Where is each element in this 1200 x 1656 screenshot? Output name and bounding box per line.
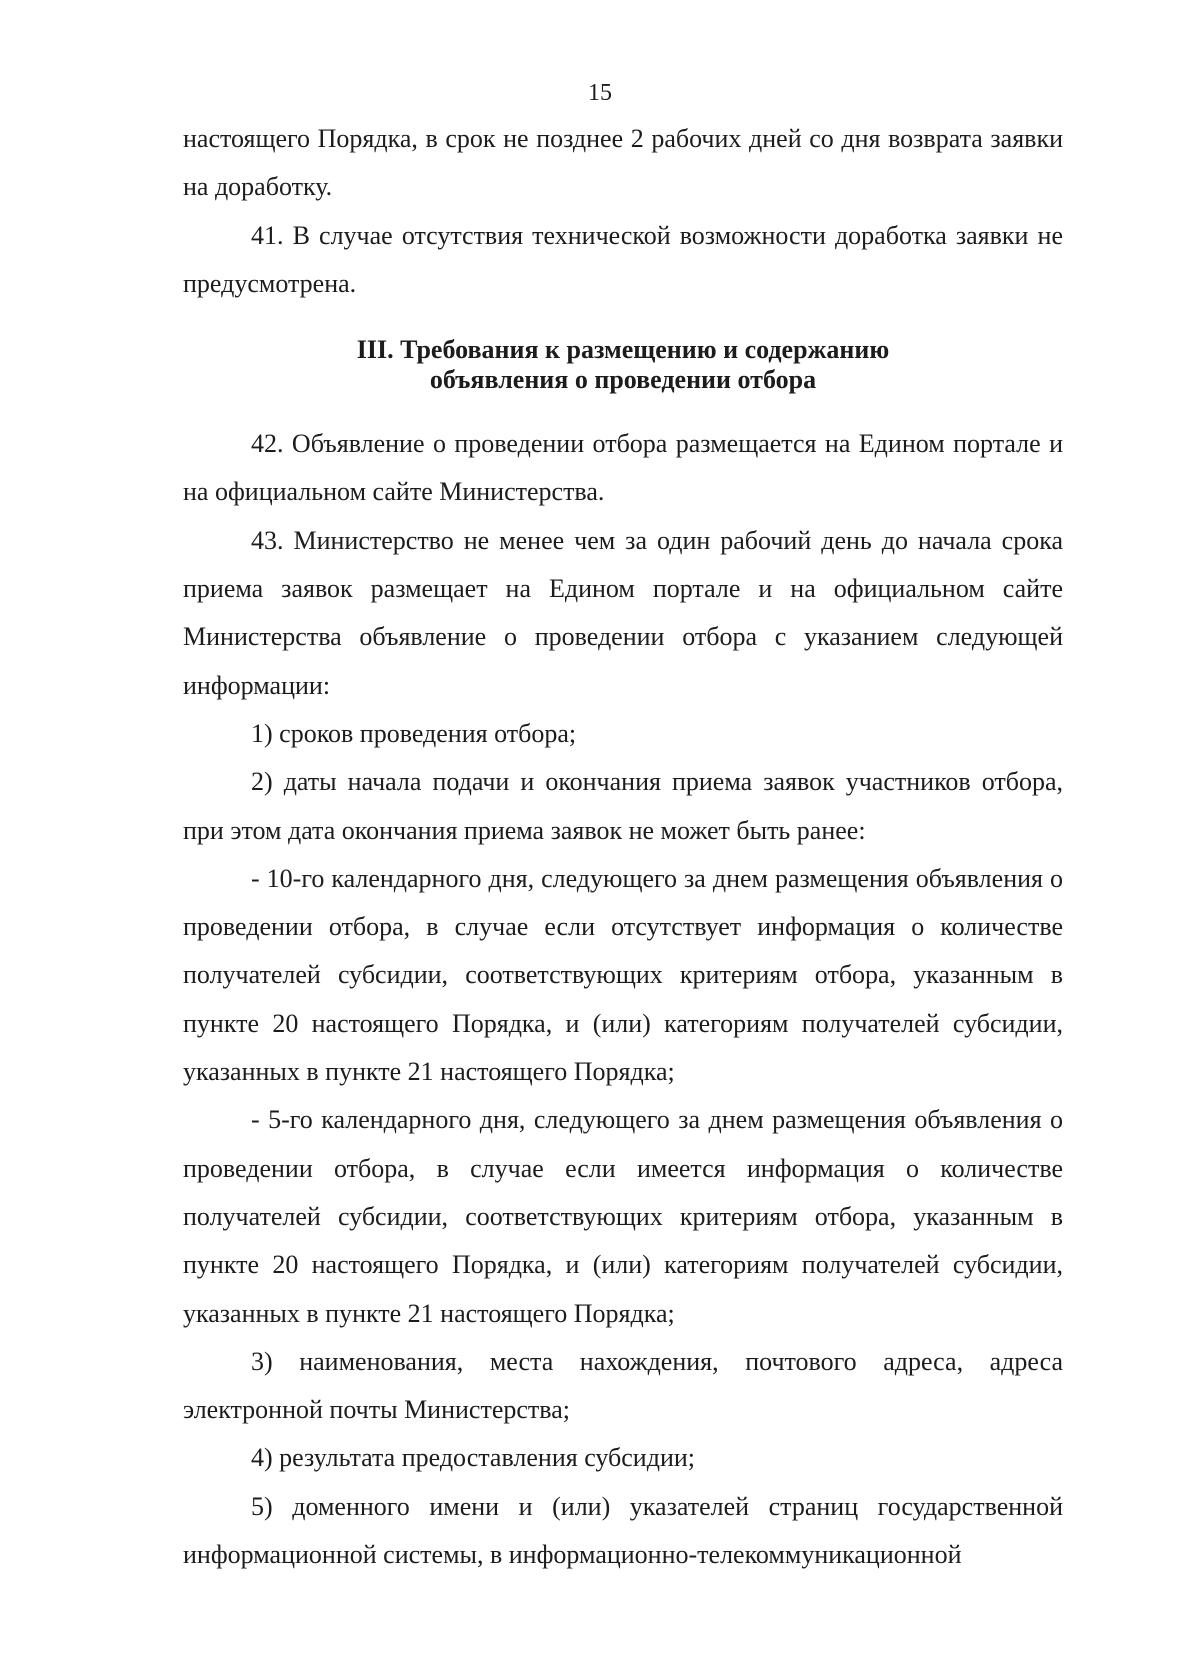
list-item-4: 4) результата предоставления субсидии; — [251, 1443, 696, 1473]
paragraph-41: 41. В случае отсутствия технической возможности доработка заявки не предусмотрена. — [183, 220, 1063, 298]
paragraph-continuation: настоящего Порядка, в срок не позднее 2 рабочих дней со дня возврата заявки на доработку. — [183, 124, 1063, 202]
document-body — [183, 115, 1063, 1579]
paragraph-43: 43. Министерство не менее чем за один рабочий день до начала срока приема заявок размещает на Едином портале и на официальном сайте Министерства объявление о проведении отбора с указанием следующей информации: — [183, 525, 1063, 700]
list-item-2: 2) даты начала подачи и окончания приема заявок участников отбора, при этом дата окончания приема заявок не может быть ранее: — [183, 767, 1063, 845]
section-heading-line-1: III. Требования к размещению и содержанию — [356, 335, 890, 365]
list-item-3: 3) наименования, места нахождения, почтового адреса, адреса электронной почты Министерства; — [183, 1346, 1063, 1425]
list-item-5: 5) доменного имени и (или) указателей страниц государственной информационной системы, в информационно-телекоммуникационной — [183, 1491, 1063, 1570]
list-subitem-5-day: - 5-го календарного дня, следующего за днем размещения объявления о проведении отбора, в случае если имеется информация о количестве получателей субсидии, соответствующих критериям отбора, указанным в пункте 20 настоящего Порядка, и (или) категориям получателей субсидии, указанных в пункте 21 настоящего Порядка; — [183, 1105, 1063, 1328]
list-item-1: 1) сроков проведения отбора; — [251, 718, 577, 748]
paragraph-42: 42. Объявление о проведении отбора размещается на Едином портале и на официальном сайте Министерства. — [183, 429, 1063, 507]
section-heading-line-2: объявления о проведении отбора — [429, 365, 817, 395]
page-number: 15 — [588, 80, 612, 106]
section-heading — [183, 335, 1063, 395]
list-subitem-10-day: - 10-го календарного дня, следующего за днем размещения объявления о проведении отбора, в случае если отсутствует информация о количестве получателей субсидии, соответствующих критериям отбора, указанным в пункте 20 настоящего Порядка, и (или) категориям получателей субсидии, указанных в пункте 21 настоящего Порядка; — [183, 863, 1063, 1087]
